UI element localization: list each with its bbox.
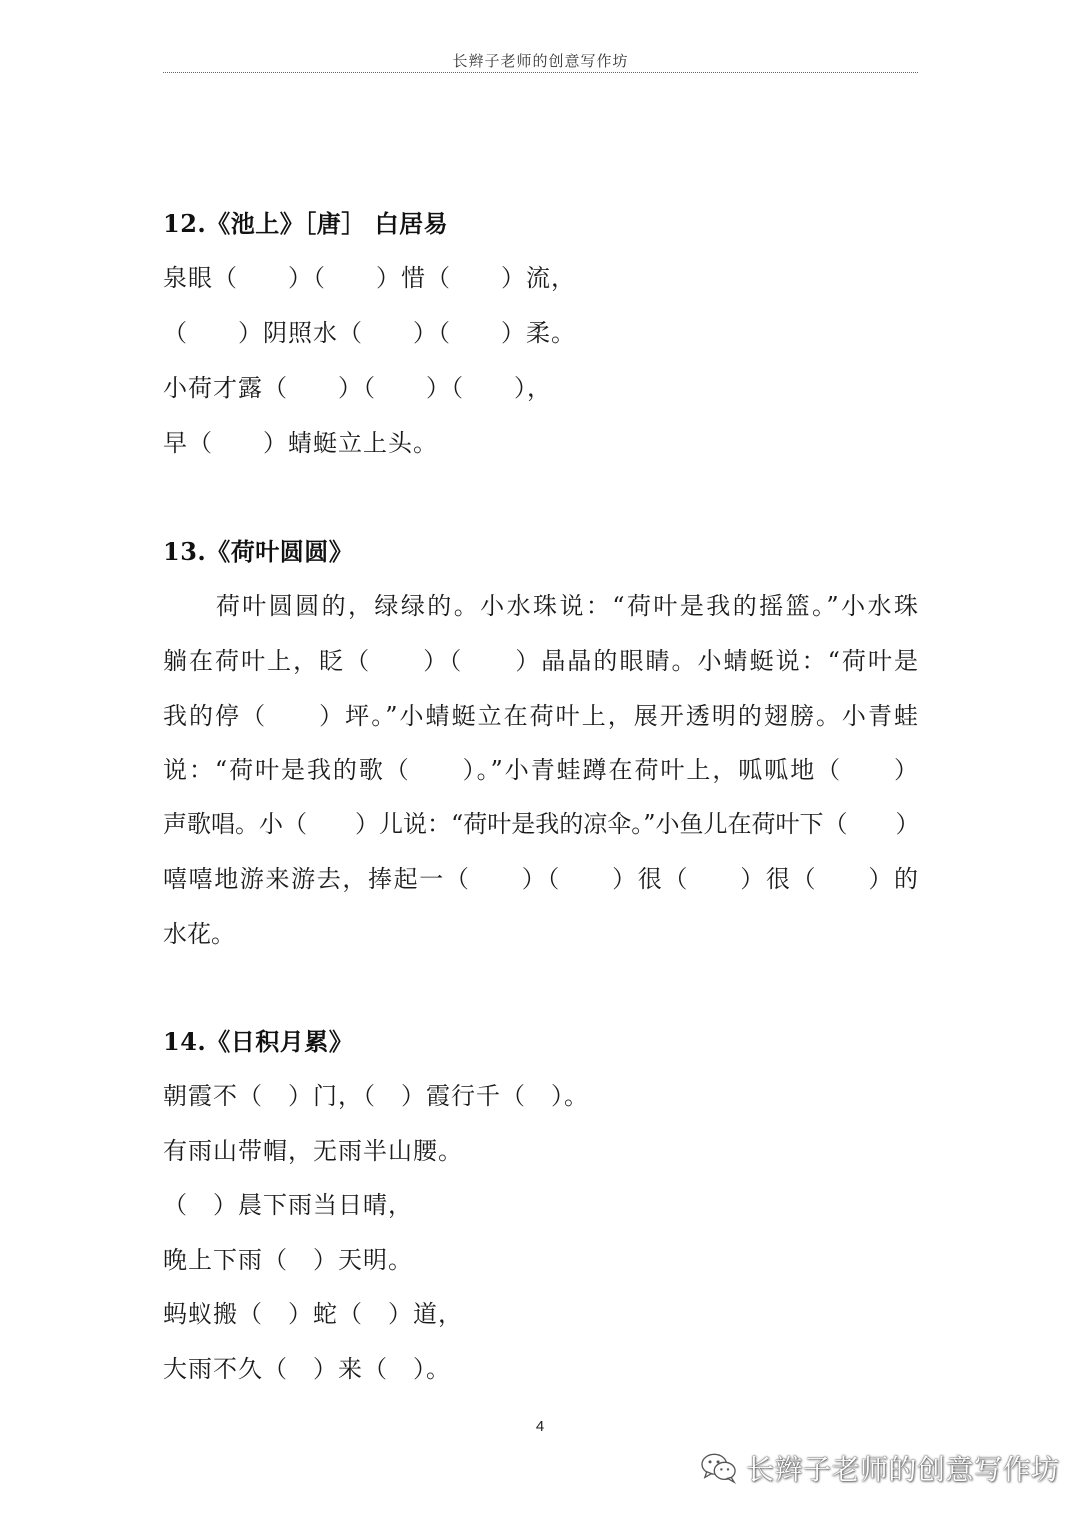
- paragraph-line: 说：“荷叶是我的歌（ ）。”小青蛙蹲在荷叶上，呱呱地（ ）: [163, 756, 918, 784]
- proverb-line: 朝霞不（ ）门，（ ）霞行千（ ）。: [163, 1082, 589, 1110]
- proverb-line: 有雨山带帽，无雨半山腰。: [163, 1137, 463, 1165]
- poem-line: 泉眼（ ）（ ）惜（ ）流，: [163, 264, 576, 292]
- proverb-line: 大雨不久（ ）来（ ）。: [163, 1355, 451, 1383]
- paragraph-line: 躺在荷叶上，眨（ ）（ ）晶晶的眼睛。小蜻蜓说：“荷叶是: [163, 647, 918, 675]
- section-12-title: 12.《池上》［唐］ 白居易: [163, 209, 449, 238]
- proverb-line: 晚上下雨（ ）天明。: [163, 1246, 413, 1274]
- paragraph-line: 荷叶圆圆的，绿绿的。小水珠说：“荷叶是我的摇篮。”小水珠: [163, 592, 918, 620]
- section-14-title: 14.《日积月累》: [163, 1027, 354, 1056]
- poem-line: 小荷才露（ ）（ ）（ ），: [163, 374, 552, 402]
- page-number: 4: [535, 1418, 545, 1435]
- paragraph-line: 嘻嘻地游来游去，捧起一（ ）（ ）很（ ）很（ ）的: [163, 865, 918, 893]
- paragraph-line: 我的停（ ）坪。”小蜻蜓立在荷叶上，展开透明的翅膀。小青蛙: [163, 702, 918, 730]
- watermark: [700, 1448, 1060, 1488]
- wechat-icon: [700, 1451, 738, 1485]
- section-13-title: 13.《荷叶圆圆》: [163, 537, 354, 566]
- poem-line: 早（ ）蜻蜓立上头。: [163, 429, 438, 457]
- paragraph-line: 水花。: [163, 920, 235, 948]
- header-divider: [163, 72, 918, 73]
- proverb-line: （ ）晨下雨当日晴，: [163, 1191, 413, 1219]
- poem-line: （ ）阴照水（ ）（ ）柔。: [163, 319, 576, 347]
- paragraph-line: 声歌唱。小（ ）儿说：“荷叶是我的凉伞。”小鱼儿在荷叶下（ ）: [163, 810, 920, 838]
- watermark-text: 长辫子老师的创意写作坊: [746, 1453, 1060, 1486]
- proverb-line: 蚂蚁搬（ ）蛇（ ）道，: [163, 1300, 463, 1328]
- page-header: 长辫子老师的创意写作坊: [452, 52, 629, 70]
